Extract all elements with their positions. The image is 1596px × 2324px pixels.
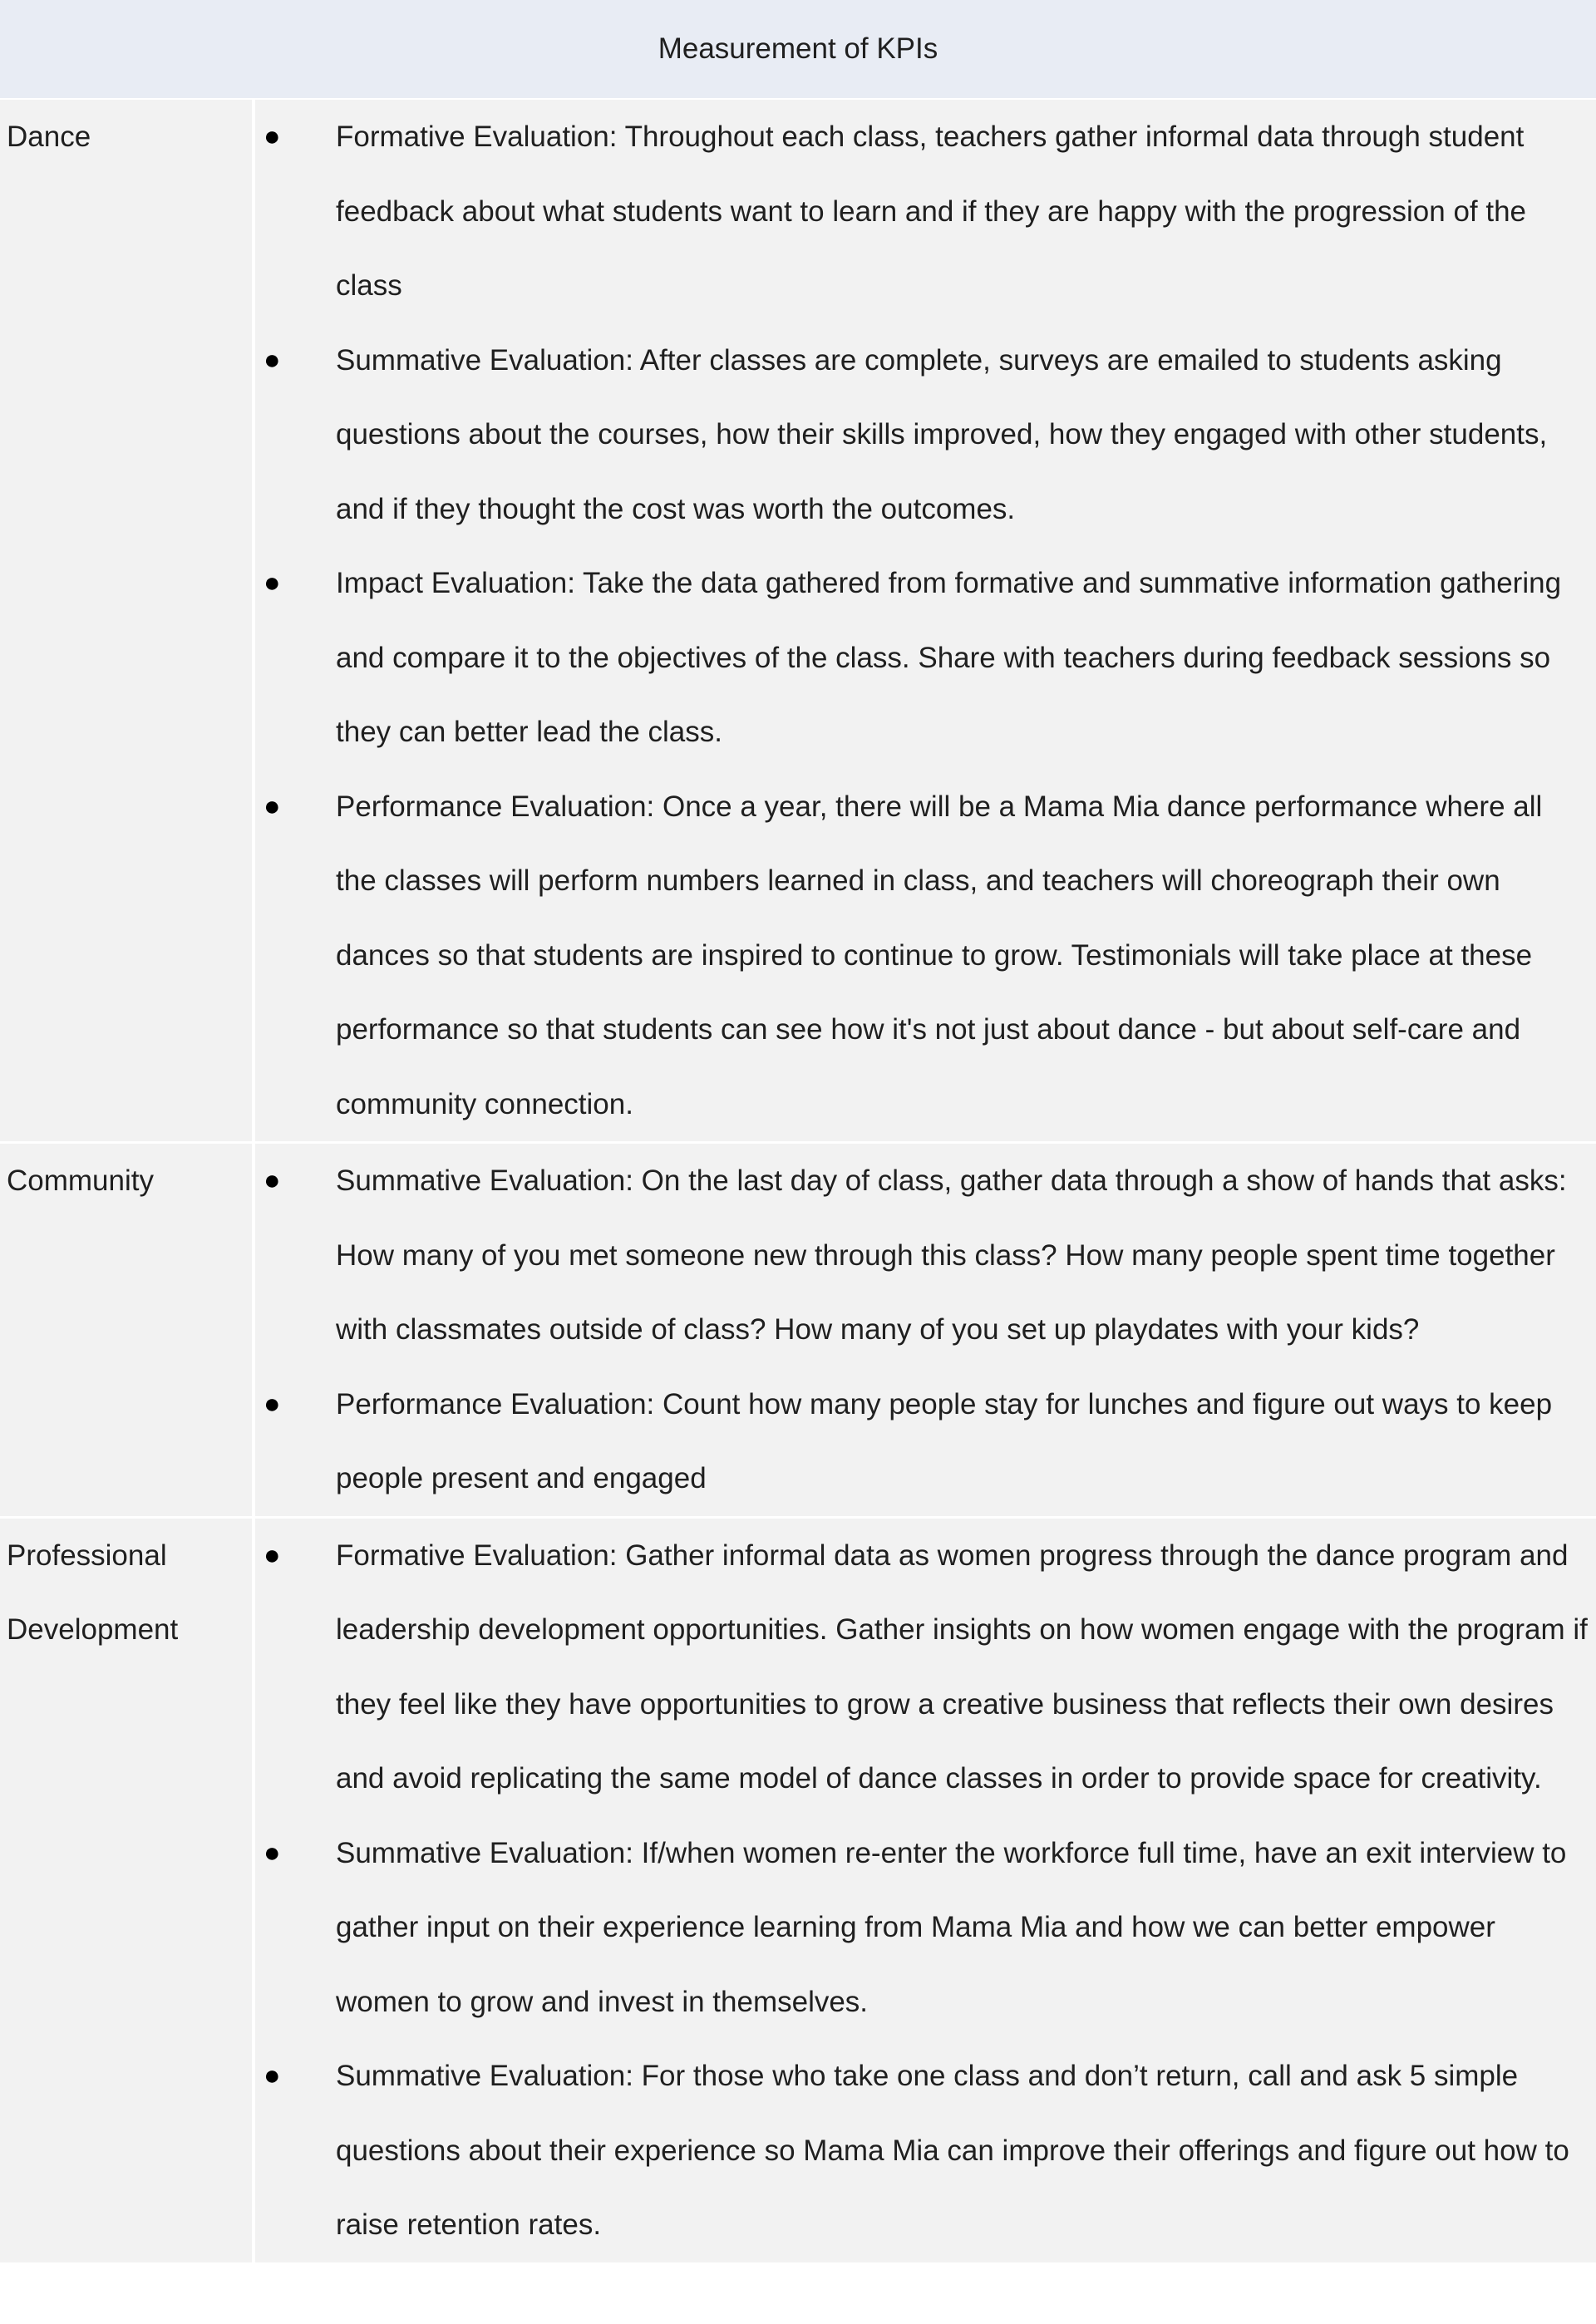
kpi-text: Summative Evaluation: After classes are complete, surveys are emailed to students asking questions about the courses, how their skills improved, how they engaged with other students, and if they thought the cost was worth the outcomes. — [336, 343, 1548, 525]
bullet-icon: ● — [264, 1387, 281, 1420]
kpi-text: Formative Evaluation: Gather informal data as women progress through the dance program and leadership development opportunities. Gather insights on how women engage with the program if they feel like they have opportunities to grow a creative business that reflects their own desires and avoid replicating the same model of dance classes in order to provide space for creativity. — [336, 1539, 1588, 1795]
bullet-icon: ● — [264, 343, 281, 376]
bullet-icon: ● — [264, 2060, 281, 2091]
list-item — [255, 546, 1596, 770]
table-header: Measurement of KPIs — [0, 0, 1596, 99]
table-row-community — [0, 1143, 1596, 1518]
kpi-list-cell — [254, 1517, 1596, 2263]
table-row-dance — [0, 99, 1596, 1143]
kpi-text: Summative Evaluation: On the last day of class, gather data through a show of hands that asks: How many of you met someone new through this class? How many people spent time together with classmates outside of class? How many of you set up playdates with your kids? — [336, 1164, 1567, 1346]
kpi-text: Impact Evaluation: Take the data gathered from formative and summative information gathering and compare it to the objectives of the class. Share with teachers during feedback sessions so they can better lead the class. — [336, 567, 1562, 748]
kpi-text: Performance Evaluation: Once a year, there will be a Mama Mia dance performance where all the classes will perform numbers learned in class, and teachers will choreograph their own dances so that students are inspired to continue to grow. Testimonials will take place at these performance so that students can see how it's not just about dance - but about self-care and community connection. — [336, 790, 1543, 1120]
category-label-line-1: Professional — [7, 1539, 167, 1572]
category-label: Dance — [7, 121, 91, 153]
list-item — [255, 100, 1596, 323]
category-label: Community — [7, 1164, 154, 1197]
list-item — [255, 323, 1596, 547]
kpi-text: Summative Evaluation: If/when women re-enter the workforce full time, have an exit interview to gather input on their experience learning from Mama Mia and how we can better empower women to grow and invest in themselves. — [336, 1836, 1567, 2018]
category-label-line-2: Development — [7, 1613, 179, 1646]
bullet-icon: ● — [264, 567, 281, 598]
table-row-professional-development — [0, 1517, 1596, 2263]
kpi-list-cell — [254, 1143, 1596, 1518]
list-item — [255, 770, 1596, 1142]
kpi-text: Formative Evaluation: Throughout each class, teachers gather informal data through student feedback about what students want to learn and if they are happy with the progression of the class — [336, 121, 1527, 302]
kpi-text: Summative Evaluation: For those who take one class and don’t return, call and ask 5 simple questions about their experience so Mama Mia can improve their offerings and figure out how to raise retention rates. — [336, 2060, 1569, 2241]
kpi-list — [255, 1519, 1596, 2262]
list-item — [255, 1367, 1596, 1516]
category-cell — [0, 1143, 254, 1518]
kpi-list — [255, 1144, 1596, 1516]
bullet-icon: ● — [264, 121, 281, 152]
list-item — [255, 1816, 1596, 2040]
header-row — [0, 0, 1596, 99]
kpi-list — [255, 100, 1596, 1141]
category-cell — [0, 1517, 254, 2263]
kpi-text: Performance Evaluation: Count how many people stay for lunches and figure out ways to keep people present and engaged — [336, 1387, 1553, 1494]
list-item — [255, 2039, 1596, 2262]
category-cell — [0, 99, 254, 1143]
list-item — [255, 1144, 1596, 1367]
bullet-icon: ● — [264, 1539, 281, 1571]
kpi-list-cell — [254, 99, 1596, 1143]
bullet-icon: ● — [264, 1836, 281, 1869]
bullet-icon: ● — [264, 790, 281, 822]
list-item — [255, 1519, 1596, 1816]
bullet-icon: ● — [264, 1164, 281, 1196]
